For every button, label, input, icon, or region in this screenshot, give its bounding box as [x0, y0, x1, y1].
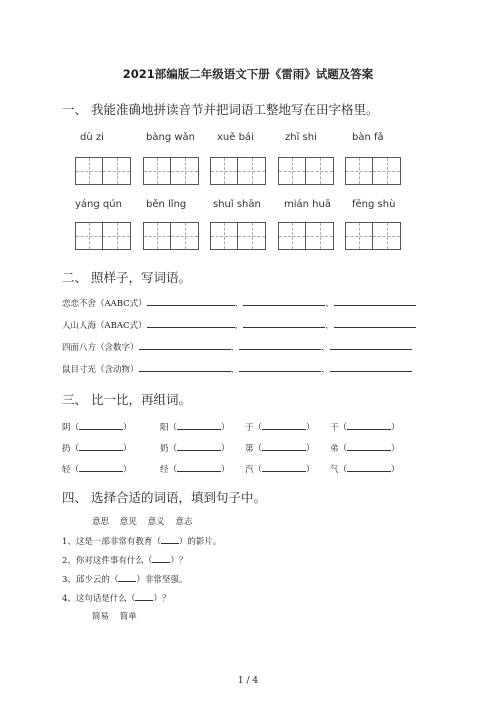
pinyin-1-3: xuě bái — [217, 132, 254, 143]
paren-close: ） — [221, 423, 230, 433]
answer-blank[interactable] — [347, 441, 391, 451]
tianzige-1-5[interactable] — [345, 157, 401, 185]
paren-open: （ — [70, 423, 80, 433]
sentence-text: 1、这是一部非常有教育（ — [62, 537, 161, 547]
pinyin-2-1: yáng qún — [75, 199, 122, 210]
compare-item — [330, 420, 400, 433]
compare-item — [245, 441, 315, 454]
example-row-1 — [62, 296, 416, 309]
pinyin-1-4: zhī shi — [285, 132, 317, 143]
section3-heading: 三、 比一比，再组词。 — [62, 392, 191, 407]
char: 轻 — [62, 465, 71, 475]
example-row-4 — [62, 362, 412, 375]
paren-open: （ — [168, 444, 178, 454]
paren-open: （ — [70, 465, 80, 475]
separator: 、 — [325, 299, 334, 309]
paren-close: ） — [221, 444, 230, 454]
sentence-2 — [62, 553, 187, 566]
answer-blank[interactable] — [152, 553, 170, 563]
compare-item — [160, 441, 230, 454]
char: 阳 — [160, 423, 169, 433]
tianzige-1-3[interactable] — [210, 157, 266, 185]
answer-blank[interactable] — [243, 318, 325, 328]
tianzige-1-4[interactable] — [278, 157, 334, 185]
tianzige-2-1[interactable] — [75, 222, 131, 250]
pinyin-2-5: fēng shù — [352, 199, 396, 210]
word-choices-1: 意思 意见 意义 意志 — [92, 517, 193, 527]
answer-blank[interactable] — [147, 296, 235, 306]
section4-heading: 四、 选择合适的词语，填到句子中。 — [62, 490, 266, 505]
answer-blank[interactable] — [177, 420, 221, 430]
pinyin-2-3: shuǐ shān — [213, 199, 261, 210]
paren-open: （ — [168, 465, 178, 475]
example-label: 鼠目寸光（含动物） — [62, 365, 139, 375]
char: 扔 — [62, 444, 71, 454]
word-choices-2: 简易 简单 — [92, 612, 137, 622]
answer-blank[interactable] — [177, 441, 221, 451]
section1-heading: 一、 我能准确地拼读音节并把词语工整地写在田字格里。 — [62, 102, 379, 117]
pinyin-1-5: bàn fǎ — [352, 132, 384, 143]
sentence-text: ）非常坚强。 — [136, 575, 188, 585]
tianzige-2-2[interactable] — [143, 222, 199, 250]
example-row-3 — [62, 340, 412, 353]
example-label: 恋恋不舍（AABC式） — [62, 299, 147, 309]
paren-close: ） — [391, 423, 400, 433]
char: 气 — [330, 465, 339, 475]
char: 阴 — [62, 423, 71, 433]
paren-close: ） — [123, 423, 132, 433]
char: 奶 — [160, 444, 169, 454]
char: 经 — [160, 465, 169, 475]
sentence-text: 3、邱少云的（ — [62, 575, 119, 585]
compare-item — [330, 462, 400, 475]
paren-close: ） — [306, 465, 315, 475]
page-title: 2021部编版二年级语文下册《雷雨》试题及答案 — [122, 67, 374, 81]
char: 干 — [330, 423, 339, 433]
paren-open: （ — [70, 444, 80, 454]
paren-close: ） — [391, 444, 400, 454]
answer-blank[interactable] — [262, 420, 306, 430]
separator: 、 — [321, 343, 330, 353]
paren-close: ） — [123, 465, 132, 475]
paren-open: （ — [253, 444, 263, 454]
separator: 、 — [325, 321, 334, 331]
example-row-2 — [62, 318, 416, 331]
compare-item — [62, 420, 132, 433]
compare-item — [160, 420, 230, 433]
paren-close: ） — [306, 423, 315, 433]
pinyin-2-2: běn lǐng — [146, 199, 187, 210]
answer-blank[interactable] — [239, 362, 321, 372]
answer-blank[interactable] — [262, 462, 306, 472]
compare-item — [245, 420, 315, 433]
char: 于 — [245, 423, 254, 433]
tianzige-1-2[interactable] — [143, 157, 199, 185]
sentence-text: 2、你对这件事有什么（ — [62, 556, 153, 566]
answer-blank[interactable] — [347, 420, 391, 430]
section2-heading: 二、 照样子，写词语。 — [62, 270, 191, 285]
page-number: 1 / 4 — [237, 676, 259, 686]
sentence-text: ）的影片。 — [178, 537, 222, 547]
answer-blank[interactable] — [347, 462, 391, 472]
paren-open: （ — [253, 423, 263, 433]
char: 第 — [245, 444, 254, 454]
paren-close: ） — [391, 465, 400, 475]
separator: 、 — [234, 299, 244, 309]
answer-blank[interactable] — [147, 318, 235, 328]
compare-item — [160, 462, 230, 475]
answer-blank[interactable] — [262, 441, 306, 451]
example-label: 四面八方（含数字） — [62, 343, 139, 353]
answer-blank[interactable] — [118, 572, 136, 582]
compare-item — [62, 462, 132, 475]
tianzige-2-3[interactable] — [210, 222, 266, 250]
pinyin-1-1: dù zi — [80, 132, 104, 143]
separator: 、 — [321, 365, 330, 375]
answer-blank[interactable] — [79, 462, 123, 472]
sentence-1 — [62, 534, 221, 547]
answer-blank[interactable] — [79, 441, 123, 451]
answer-blank[interactable] — [330, 340, 412, 350]
compare-item — [330, 441, 400, 454]
answer-blank[interactable] — [243, 296, 325, 306]
tianzige-1-1[interactable] — [75, 157, 131, 185]
separator: 、 — [230, 343, 240, 353]
tianzige-2-4[interactable] — [278, 222, 334, 250]
pinyin-2-4: mián huā — [284, 199, 331, 210]
pinyin-1-2: bàng wǎn — [146, 132, 195, 143]
separator: 、 — [230, 365, 240, 375]
char: 汽 — [245, 465, 254, 475]
answer-blank[interactable] — [161, 534, 179, 544]
paren-close: ） — [123, 444, 132, 454]
sentence-text: ）？ — [153, 594, 171, 604]
sentence-text: ）？ — [170, 556, 188, 566]
compare-item — [62, 441, 132, 454]
answer-blank[interactable] — [177, 462, 221, 472]
sentence-text: 4、这句话是什么（ — [62, 594, 136, 604]
paren-open: （ — [338, 444, 348, 454]
answer-blank[interactable] — [334, 318, 416, 328]
paren-close: ） — [221, 465, 230, 475]
sentence-3 — [62, 572, 187, 585]
paren-open: （ — [338, 423, 348, 433]
answer-blank[interactable] — [330, 362, 412, 372]
answer-blank[interactable] — [135, 591, 153, 601]
char: 弟 — [330, 444, 339, 454]
paren-close: ） — [306, 444, 315, 454]
tianzige-2-5[interactable] — [345, 222, 401, 250]
paren-open: （ — [168, 423, 178, 433]
answer-blank[interactable] — [139, 340, 231, 350]
answer-blank[interactable] — [139, 362, 231, 372]
paren-open: （ — [253, 465, 263, 475]
answer-blank[interactable] — [239, 340, 321, 350]
sentence-4 — [62, 591, 170, 604]
separator: 、 — [234, 321, 244, 331]
answer-blank[interactable] — [334, 296, 416, 306]
answer-blank[interactable] — [79, 420, 123, 430]
compare-item — [245, 462, 315, 475]
example-label: 人山人海（ABAC式） — [62, 321, 147, 331]
paren-open: （ — [338, 465, 348, 475]
